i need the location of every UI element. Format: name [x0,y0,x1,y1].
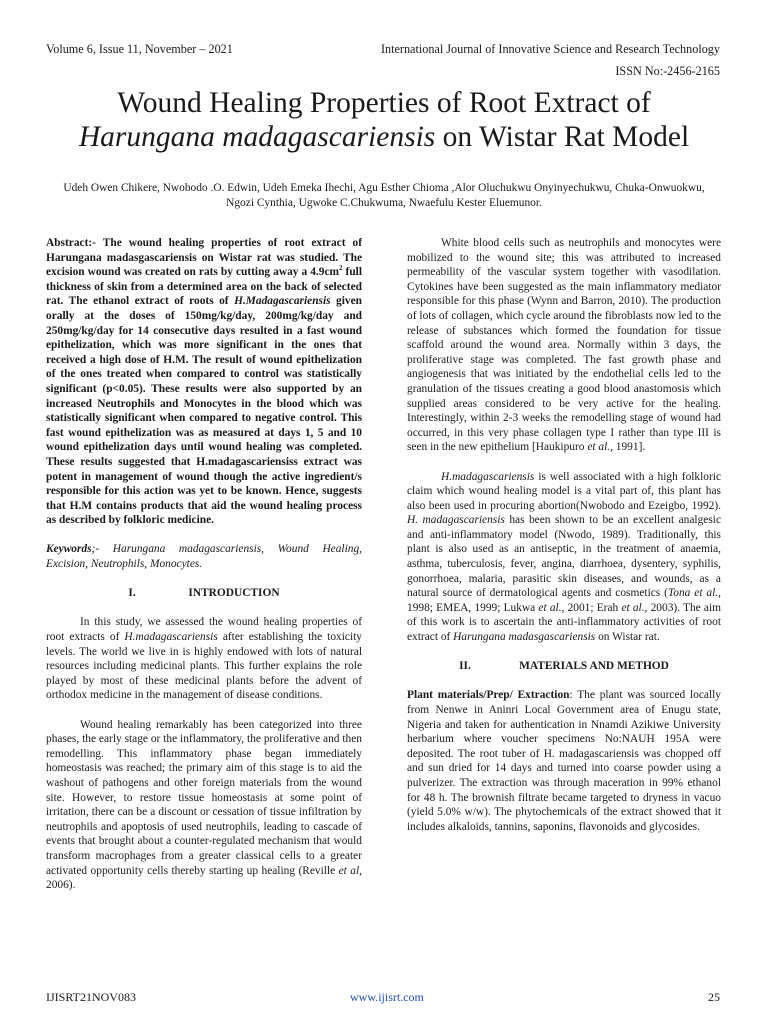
text-segment-italic: et al. [538,601,562,614]
abstract [46,236,362,528]
section-number: II. [459,660,471,673]
text-segment: 2003). The aim of this work is to ascertain the anti-inflammatory activities of root extract of [407,601,722,644]
text-segment: after establishing the toxicity levels. The world we live in is highly endowed with lots of natural resources including medicinal plants. This further explains the role played by most of these medicinal plants before the advent of orthodox medicine in the management of disease conditions. [46,631,362,702]
text-segment-italic: H. madagascariensis [407,514,505,527]
footer-website-link[interactable] [350,990,424,1005]
text-segment-italic: et al [338,864,360,877]
abstract-species: H.Madagascariensis [234,295,331,308]
text-segment: is well associated with a high folkloric claim which wound healing model is a vital part of, this plant has also been used in procuring abortion(Nwobodo and Ezeigbo, 1992). [407,470,721,512]
text-segment: In this study, we assessed the wound healing properties of root extracts of [46,616,362,644]
intro-paragraph-1 [46,615,362,703]
page-number: 25 [708,990,720,1004]
title-line-1: Wound Healing Properties of Root Extract of [117,87,651,119]
abstract-seg2: full thickness of skin from a determined area on the back of selected rat. The ethanol extract of roots of [46,266,362,308]
text-segment: , 1998; EMEA, 1999; Lukwa [407,587,721,614]
keywords [46,542,362,571]
text-segment: , 2001; Erah [561,601,622,614]
abstract-label: Abstract:- [46,237,96,249]
text-segment: White blood cells such as neutrophils and monocytes were mobilized to the wound site; this was attributed to increased permeability of the vascular system together with vasodilation. Cytokines have been suggested as the main inflammatory mediator responsible for this phase (Wynn and Barron, 2010). The production of lots of collagen, which cycle around the fibroblasts now led to the release of substances which formed the foundation for tissue scaffold around the wound area. Normally within 3 days, the proliferative stage was completed. The fast growth phase and angiogenesis that was initiated by the endothelial cells led to the granulation of the tissues creating a good blood anastomosis which supplied areas considered to be very active for the healing. Interestingly, within 2-3 weeks the remodelling stage of wound had occurred, in this very phase collagen type I rather than type III is seen in the new epithelium [Haukipuro [407,237,721,454]
text-segment: on Wistar rat. [595,631,660,644]
section-heading-materials [407,659,721,674]
website-link-text[interactable]: www.ijisrt.com [350,990,424,1004]
right-paragraph-2 [407,470,721,645]
right-column [407,236,721,834]
abstract-seg4: given orally at the doses of 150mg/kg/day, 200mg/kg/day and 250mg/kg/day for 14 consecutive days resulted in a fast wound epithelization, which was more significant in the ones that received a high dose of H.M. The result of wound epithelization of the ones treated when compared to control was statistically significant (p<0.05). These results were also supported by an increased Neutrophils and Monocytes in the blood which was statistically significant when compared to negative control. This fast wound epithelization was as measured at days 1, 5 and 10 wound epithelization days until wound healing was completed. These results suggested that H.madagascariensiss extract was potent in management of wound though the active ingredient/s responsible for this action was yet to be known. Hence, suggests that H.M contains products that aid the wound healing process as described by folkloric medicine. [46,295,362,527]
author-list: Udeh Owen Chikere, Nwobodo .O. Edwin, Udeh Emeka Ihechi, Agu Esther Chioma ,Alor Oluchukwu Onyinyechukwu, Chuka-Onwuokwu, Ngozi Cynthia, Ugwoke C.Chukwuma, Nwaefulu Kester Eluemunor. [63,182,705,209]
text-segment: 1991]. [612,441,646,454]
section-number: I. [128,587,136,600]
paper-title [0,86,768,154]
methods-label: Plant materials/Prep/ Extraction [407,689,570,702]
title-line-2-rest: on Wistar Rat Model [435,121,690,153]
text-segment: has been shown to be an excellent analgesic and anti-inflammatory model (Nwodo, 1989). Traditionally, this plant is also used as an antiseptic, in the treatment of anaemia, asthma, tuberculosis, fever, angina, diarrhoea, dysentery, syphilis, gonorrhoea, malaria, parasitic skin diseases, and wounds, as a natural source of dermatological agents and cosmetics ( [407,514,721,600]
text-segment-italic: H.madagascariensis [124,631,218,644]
title-line-2 [0,120,768,154]
keywords-label: Keywords [46,543,92,556]
volume-info: Volume 6, Issue 11, November – 2021 [46,42,233,56]
abstract-sup: 2 [339,264,343,273]
keywords-text: ;- Harungana madagascariensis, Wound Healing, Excision, Neutrophils, Monocytes. [46,543,362,571]
section-title: INTRODUCTION [188,587,280,600]
intro-paragraph-2 [46,718,362,893]
text-segment-italic: Harungana madasgascariensis [453,631,596,644]
left-column [46,236,362,893]
section-title: MATERIALS AND METHOD [519,660,669,673]
section-heading-introduction [46,586,362,601]
methods-paragraph-1 [407,688,721,834]
footer-paper-id: IJISRT21NOV083 [46,990,136,1004]
abstract-seg1: The wound healing properties of root extract of Harungana madasgascariensis on Wistar rat was studied. The excision wound was created on rats by cutting away a 4.9cm [46,237,362,279]
text-segment-italic: et al., [587,441,613,454]
journal-name: International Journal of Innovative Science and Research Technology [380,42,720,56]
title-species: Harungana madagascariensis [78,121,436,153]
text-segment: , 2006). [46,864,362,892]
text-segment-italic: Tona et al. [667,587,719,600]
text-segment-italic: H.madagascariensis [441,470,535,483]
right-paragraph-1 [407,236,721,455]
issn: ISSN No:-2456-2165 [615,64,720,78]
text-segment: Wound healing remarkably has been categorized into three phases, the early stage or the inflammatory, the proliferative and then remodelling. This inflammatory phase began immediately homeostasis was reached; the primary aim of this stage is to aid the washout of pathogens and other foreign materials from the wound site. However, to restore tissue homeostasis at some point of irritation, there can be a discount or cessation of tissue infiltration by neutrophils and apoptosis of used neutrophils, leading to cascade of events that brought about a counter-regulated mechanism that would transform macrophages from a greater classical cells to a greater activated opportunity cells thereby starting up healing (Reville [46,718,362,877]
text-segment-italic: et al., [621,601,648,614]
text-segment: : The plant was sourced locally from Nenwe in Aninri Local Government area of Enugu state, Nigeria and taken for authentication in Nnamdi Azikiwe University herbarium where voucher specimens No:NAUH 195A were deposited. The root tuber of H. madagascariensis was chopped off and sun dried for 14 days and turned into coarse powder using a pulverizer. The extraction was through maceration in 99% ethanol for 48 h. The brownish filtrate became targeted to dryness in vacuo (yield 5.0% w/w). The phytochemicals of the extract showed that it includes alkaloids, tannins, saponins, flavonoids and glycosides. [407,689,721,833]
